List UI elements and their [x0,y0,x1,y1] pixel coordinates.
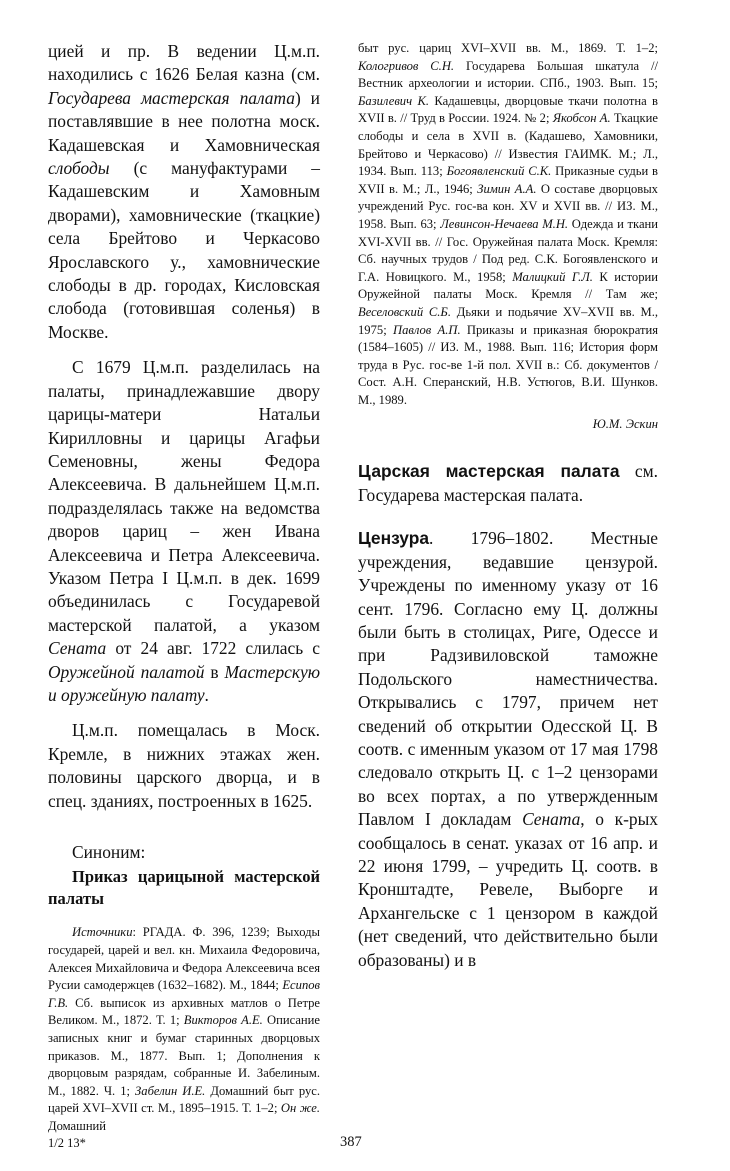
paragraph-2: С 1679 Ц.м.п. разделилась на палаты, принадлежавшие двору царицы-матери Натальи Кирилловны и царицы Агафьи Семеновны, жены Федора Алексеевича. В дальнейшем Ц.м.п. подразделялась также на ведомства дворов цариц – жен Ивана Алексеевича и Петра Алексеевича. Указом Петра I Ц.м.п. в дек. 1699 объединилась с Государевой мастерской палатой, а указом Сената от 24 авг. 1722 слилась с Оружейной палатой в Мастерскую и оружейную палату. [48,357,320,705]
right-column [358,40,658,972]
author-signature: Ю.М. Эскин [592,417,658,432]
left-column [48,40,320,1136]
sources-continued: быт рус. цариц XVI–XVII вв. М., 1869. Т. 1–2; Кологривов С.Н. Государева Большая шкатула // Вестник археологии и истории. СПб., 1903. Вып. 15; Базилевич К. Кадашевцы, дворцовые ткачи полотна в XVII в. // Труд в России. 1924. № 2; Якобсон А. Ткацкие слободы и села в XVII в. (Кадашево, Хамовники, Брейтово и Черкасово) // Известия ГАИМК. М.; Л., 1934. Вып. 113; Богоявленский С.К. Приказные судьи в XVII в. М.; Л., 1946; Зимин А.А. О составе дворцовых учреждений Рус. гос-ва кон. XV и XVII вв. // ИЗ. М., 1958. Вып. 63; Левинсон-Нечаева М.Н. Одежда и ткани XVI-XVII вв. // Гос. Оружейная палата Моск. Кремля: Сб. научных трудов / Под ред. С.К. Богоявленского и Г.А. Новицкого. М., 1958; Малицкий Г.Л. К истории Оружейной палаты Моск. Кремля // Там же; Веселовский С.Б. Дьяки и подьячие XV–XVII вв. М., 1975; Павлов А.П. Приказы и приказная бюрократия (1584–1605) // ИЗ. М., 1988. Вып. 116; История форм труда в Рус. гос-ве 1-й пол. XVII в.: Сб. документов / Сост. А.Н. Сперанский, Н.В. Устюгов, В.И. Шунков. М., 1989. [358,41,659,407]
signature-mark: 1/2 13* [48,1136,86,1150]
entry-tsarskaya: Царская мастерская палата см. Государева мастерская палата. [358,461,658,505]
synonym-label: Синоним: [72,842,146,862]
page-number: 387 [340,1134,362,1150]
synonym-title: Приказ царицыной мастерской палаты [48,867,320,909]
sources-block: Источники: РГАДА. Ф. 396, 1239; Выходы государей, царей и вел. кн. Михаила Федоровича, Алексея Михайловича и Федора Алексеевича всея Русии самодержцев (1632–1682). М., 1844; Есипов Г.В. Сб. выписок из архивных матлов о Петре Великом. М., 1872. Т. 1; Викторов А.Е. Описание записных книг и бумаг старинных дворцовых приказов. М., 1877. Вып. 1; Дополнения к дворцовым разрядам, собранные И. Забелиным. М., 1882. Ч. 1; Забелин И.Е. Домашний быт рус. царей XVI–XVII ст. М., 1895–1915. Т. 1–2; Он же. Домашний [48,925,321,1133]
paragraph-3: Ц.м.п. помещалась в Моск. Кремле, в нижних этажах жен. половины царского дворца, и в спец. зданиях, построенных в 1625. [48,720,320,811]
entry-tsenzura: Цензура. 1796–1802. Местные учреждения, ведавшие цензурой. Учреждены по именному указу от 16 сент. 1796. Согласно ему Ц. должны были быть в столицах, Риге, Одессе и при Радзивиловской таможне Подольского наместничества. Открывались с 1797, причем нет сведений об открытии Одесской Ц. В соотв. с именным указом от 17 мая 1798 следовало открыть Ц. с 1–2 цензорами во всех портах, а по утвержденным Павлом I докладам Сената, о к-рых сообщалось в сенат. указах от 16 апр. и 22 июня 1799, – учредить Ц. соотв. в Кронштадте, Ревеле, Выборге и Архангельске с 1 цензором в каждой (нет сведений, что действительно были образованы) и в [358,528,658,970]
entry-heading: Царская мастерская палата [358,461,620,482]
paragraph-1: цией и пр. В ведении Ц.м.п. находились с 1626 Белая казна (см. Государева мастерская палата) и поставлявшие в нее полотна моск. Кадашевская и Хамовническая слободы (с мануфактурами – Кадашевским и Хамовным дворами), хамовнические (ткацкие) села Брейтово и Черкасово Ярославского у., хамовнические слободы в др. городах, Кисловская слобода (готовившая соленья) в Москве. [48,41,320,342]
entry-heading: Цензура [358,528,430,549]
